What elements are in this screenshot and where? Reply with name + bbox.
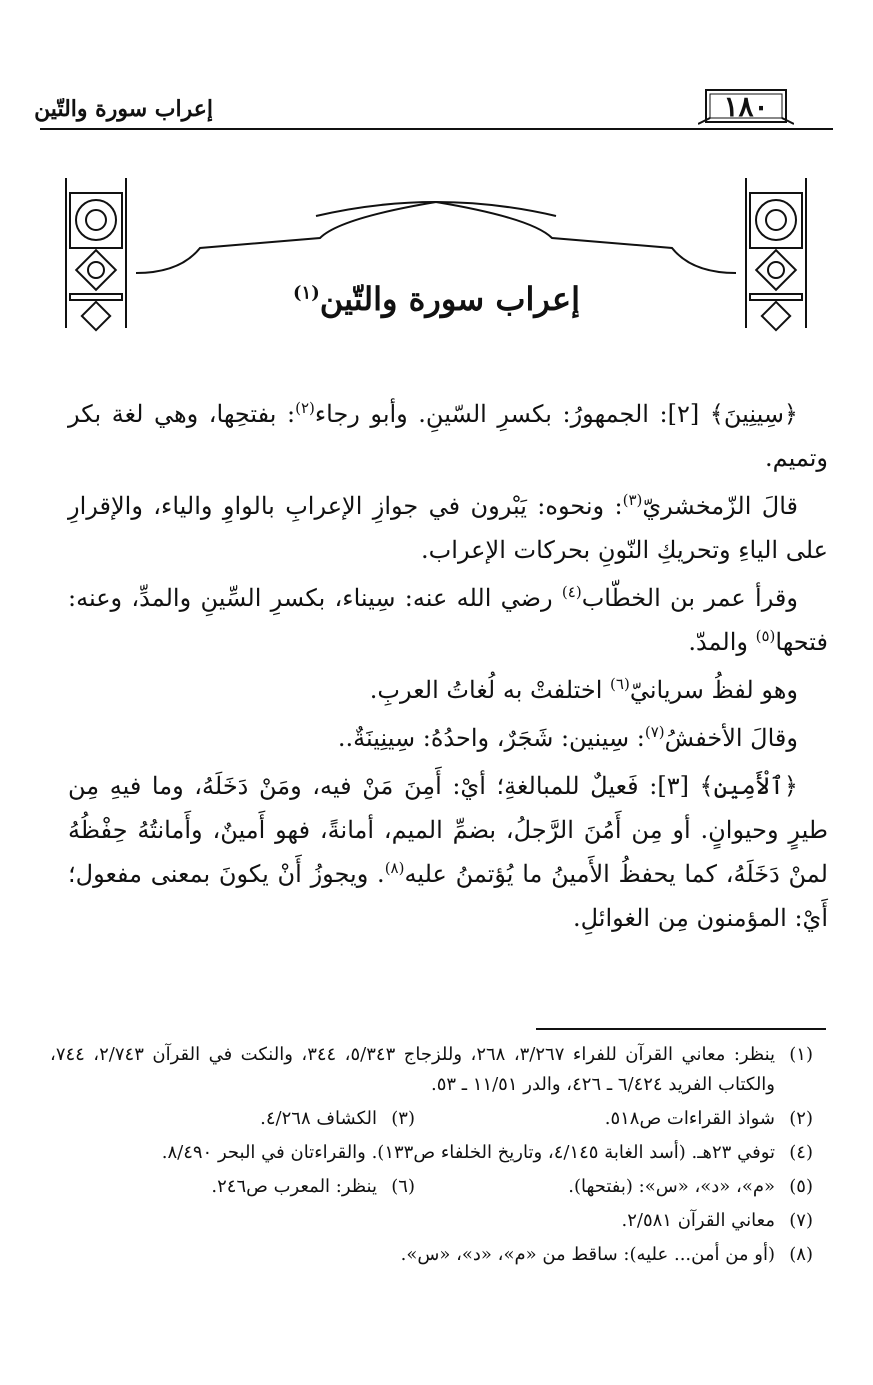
paragraph-akhfash [68, 716, 828, 760]
footnote-text: شواذ القراءات ص٥١٨. [604, 1108, 775, 1129]
p6-note: (٨) [384, 859, 405, 877]
p6-text: ﴿ٱلْأَمِينِ﴾ [٣]: فَعيلٌ للمبالغةِ؛ أيْ: أَمِنَ مَنْ فيه، ومَنْ دَخَلَهُ، وما فيهِ مِن طيرٍ وحيوانٍ. أو مِن أَمُنَ الرَّجلُ، بضمِّ الميم، أمانةً، فهو أَمينٌ، وأَمانتُهُ حِفْظُهُ لمنْ دَخَلَهُ، كما يحفظُ الأَمينُ ما يُؤتمنُ عليه [68, 772, 828, 888]
p3-text: وقرأ عمر بن الخطّاب [581, 584, 798, 612]
p3-note2: (٥) [755, 627, 776, 645]
p1-note: (٢) [295, 399, 315, 417]
p4-text: وهو لفظُ سريانيّ [629, 676, 798, 704]
footnote-number: (٢) [789, 1108, 813, 1129]
p3-rest: رضي الله عنه: سِيناء، بكسرِ السِّينِ والمدِّ، وعنه: فتحها [68, 584, 828, 656]
header-rule [40, 128, 833, 130]
p2-text: قالَ الزّمخشريّ [642, 492, 799, 520]
chapter-title-note: (١) [293, 282, 320, 304]
footnote-6 [211, 1172, 415, 1202]
p5-note: (٧) [644, 723, 665, 741]
footnote-text: ينظر: المعرب ص٢٤٦. [211, 1176, 377, 1197]
footnote-text: معاني القرآن ٢/٥٨١. [621, 1210, 775, 1231]
footnote-number: (٤) [789, 1142, 813, 1163]
p6-rest: . ويجوزُ أَنْ يكونَ بمعنى مفعول؛ أَيْ: المؤمنون مِن الغوائلِ. [68, 860, 828, 932]
footnote-text: توفي ٢٣هـ. (أسد الغابة ٤/١٤٥، وتاريخ الخلفاء ص١٣٣). والقراءتان في البحر ٨/٤٩٠. [161, 1142, 775, 1163]
p1-text: ﴿سِينِينَ﴾ [٢]: الجمهورُ: بكسرِ السّينِ. وأبو رجاء [314, 400, 798, 428]
footnote-text: الكشاف ٤/٢٦٨. [260, 1108, 377, 1129]
footnote-number: (٧) [789, 1210, 813, 1231]
footnote-5 [415, 1172, 813, 1202]
paragraph-sinin [68, 392, 828, 480]
footnote-text: ينظر: معاني القرآن للفراء ٣/٢٦٧، ٢٦٨، وللزجاج ٥/٣٤٣، ٣٤٤، والنكت في القرآن ٢/٧٤٣، ٧٤٤، والكتاب الفريد ٦/٤٢٤ ـ ٤٢٦، والدر ١١/٥١ ـ ٥٣. [50, 1044, 776, 1095]
page-number: ١٨٠ [723, 90, 769, 123]
footnote-3 [260, 1104, 415, 1134]
footnote-1 [50, 1040, 813, 1100]
chapter-title [0, 280, 873, 318]
p5-text: وقالَ الأخفشُ [664, 724, 798, 752]
footnote-rule [536, 1028, 826, 1030]
chapter-title-text: إعراب سورة والتّين [319, 280, 580, 318]
footnote-number: (١) [789, 1044, 813, 1065]
footnote-row-5-6 [50, 1172, 813, 1206]
footnote-row-2-3 [50, 1104, 813, 1138]
body-text [68, 392, 828, 944]
footnote-number: (٨) [789, 1244, 813, 1265]
paragraph-syriac [68, 668, 828, 712]
p1-rest: : بفتحِها، وهي لغة بكر وتميم. [68, 400, 828, 472]
paragraph-amin [68, 764, 828, 940]
paragraph-zamakhshari [68, 484, 828, 572]
title-ornament-frame [40, 178, 832, 348]
footnote-7 [50, 1206, 813, 1236]
footnote-text: «م»، «د»، «س»: (بفتحها). [568, 1176, 775, 1197]
footnote-number: (٣) [391, 1108, 415, 1129]
footnote-8 [50, 1240, 813, 1270]
running-header [34, 84, 833, 130]
p5-rest: : سِينين: شَجَرٌ، واحدُهُ: سِينِينَةٌ.. [337, 724, 645, 752]
p2-rest: : ونحوه: يَبْرون في جوازِ الإعرابِ بالواوِ والياء، والإقرارِ على الياءِ وتحريكِ النّونِ بحركات الإعراب. [68, 492, 828, 564]
p3-note: (٤) [561, 583, 582, 601]
footnote-2 [415, 1104, 813, 1134]
p3-rest2: والمدّ. [688, 628, 756, 656]
footnote-4 [50, 1138, 813, 1168]
footnotes [50, 1040, 813, 1274]
p4-rest: اختلفتْ به لُغاتُ العربِ. [369, 676, 611, 704]
footnote-text: (أو من أمن... عليه): ساقط من «م»، «د»، «س». [400, 1244, 775, 1265]
paragraph-umar [68, 576, 828, 664]
footnote-number: (٥) [789, 1176, 813, 1197]
running-title: إعراب سورة والتّين [34, 96, 213, 122]
p2-note: (٣) [622, 491, 643, 509]
footnote-number: (٦) [391, 1176, 415, 1197]
p4-note: (٦) [610, 675, 630, 693]
